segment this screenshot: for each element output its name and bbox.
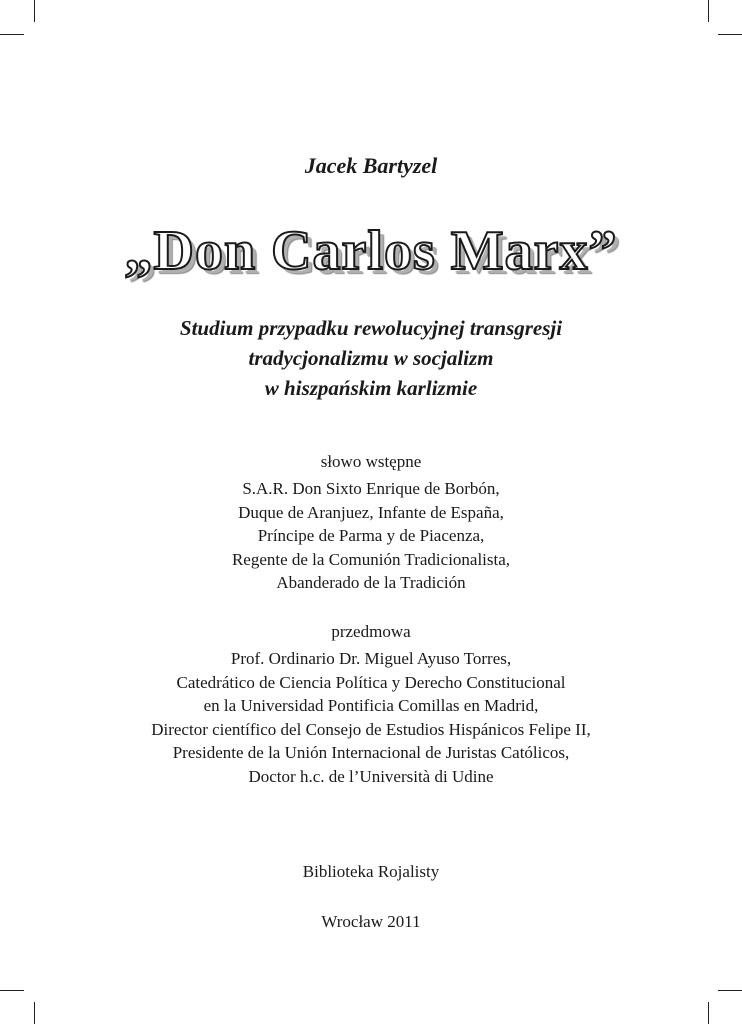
foreword-line: S.A.R. Don Sixto Enrique de Borbón, <box>242 479 500 498</box>
foreword-line: Regente de la Comunión Tradicionalista, <box>231 549 511 569</box>
crop-mark-bottom-right-h <box>718 990 742 991</box>
author-name: Jacek Bartyzel <box>304 153 438 178</box>
preface-line: Prof. Ordinario Dr. Miguel Ayuso Torres, <box>230 649 512 668</box>
preface-line: Presidente de la Unión Internacional de Juristas Católicos, <box>172 743 570 763</box>
preface-block <box>0 620 742 789</box>
foreword-label: słowo wstępne <box>320 452 422 471</box>
subtitle-line: Studium przypadku rewolucyjnej transgresji <box>179 316 563 340</box>
subtitle-line: w hiszpańskim karlizmie <box>264 376 478 400</box>
book-subtitle <box>0 313 742 403</box>
foreword-line: Abanderado de la Tradición <box>276 573 466 593</box>
foreword-line: Duque de Aranjuez, Infante de España, <box>238 502 504 522</box>
crop-mark-bottom-left <box>34 1002 35 1024</box>
series-name: Biblioteka Rojalisty <box>302 862 440 881</box>
foreword-block <box>0 450 742 595</box>
preface-line: en la Universidad Pontificia Comillas en Madrid, <box>203 696 539 716</box>
book-title: „Don Carlos Marx” <box>124 220 618 282</box>
subtitle-line: tradycjonalizmu w socjalizm <box>248 346 494 370</box>
foreword-line: Príncipe de Parma y de Piacenza, <box>257 526 485 546</box>
preface-line: Catedrático de Ciencia Política y Derecho Constitucional <box>176 672 566 692</box>
preface-line: Director científico del Consejo de Estudios Hispánicos Felipe II, <box>151 719 591 739</box>
crop-mark-bottom-right <box>708 1002 709 1024</box>
crop-mark-bottom-left-h <box>0 990 24 991</box>
preface-label: przedmowa <box>331 622 411 641</box>
crop-mark-top-right <box>708 0 709 22</box>
place-year: Wrocław 2011 <box>321 912 421 931</box>
crop-mark-top-left <box>34 0 35 22</box>
crop-mark-top-left-h <box>0 34 24 35</box>
crop-mark-top-right-h <box>718 34 742 35</box>
preface-line: Doctor h.c. de l’Università di Udine <box>248 766 494 786</box>
